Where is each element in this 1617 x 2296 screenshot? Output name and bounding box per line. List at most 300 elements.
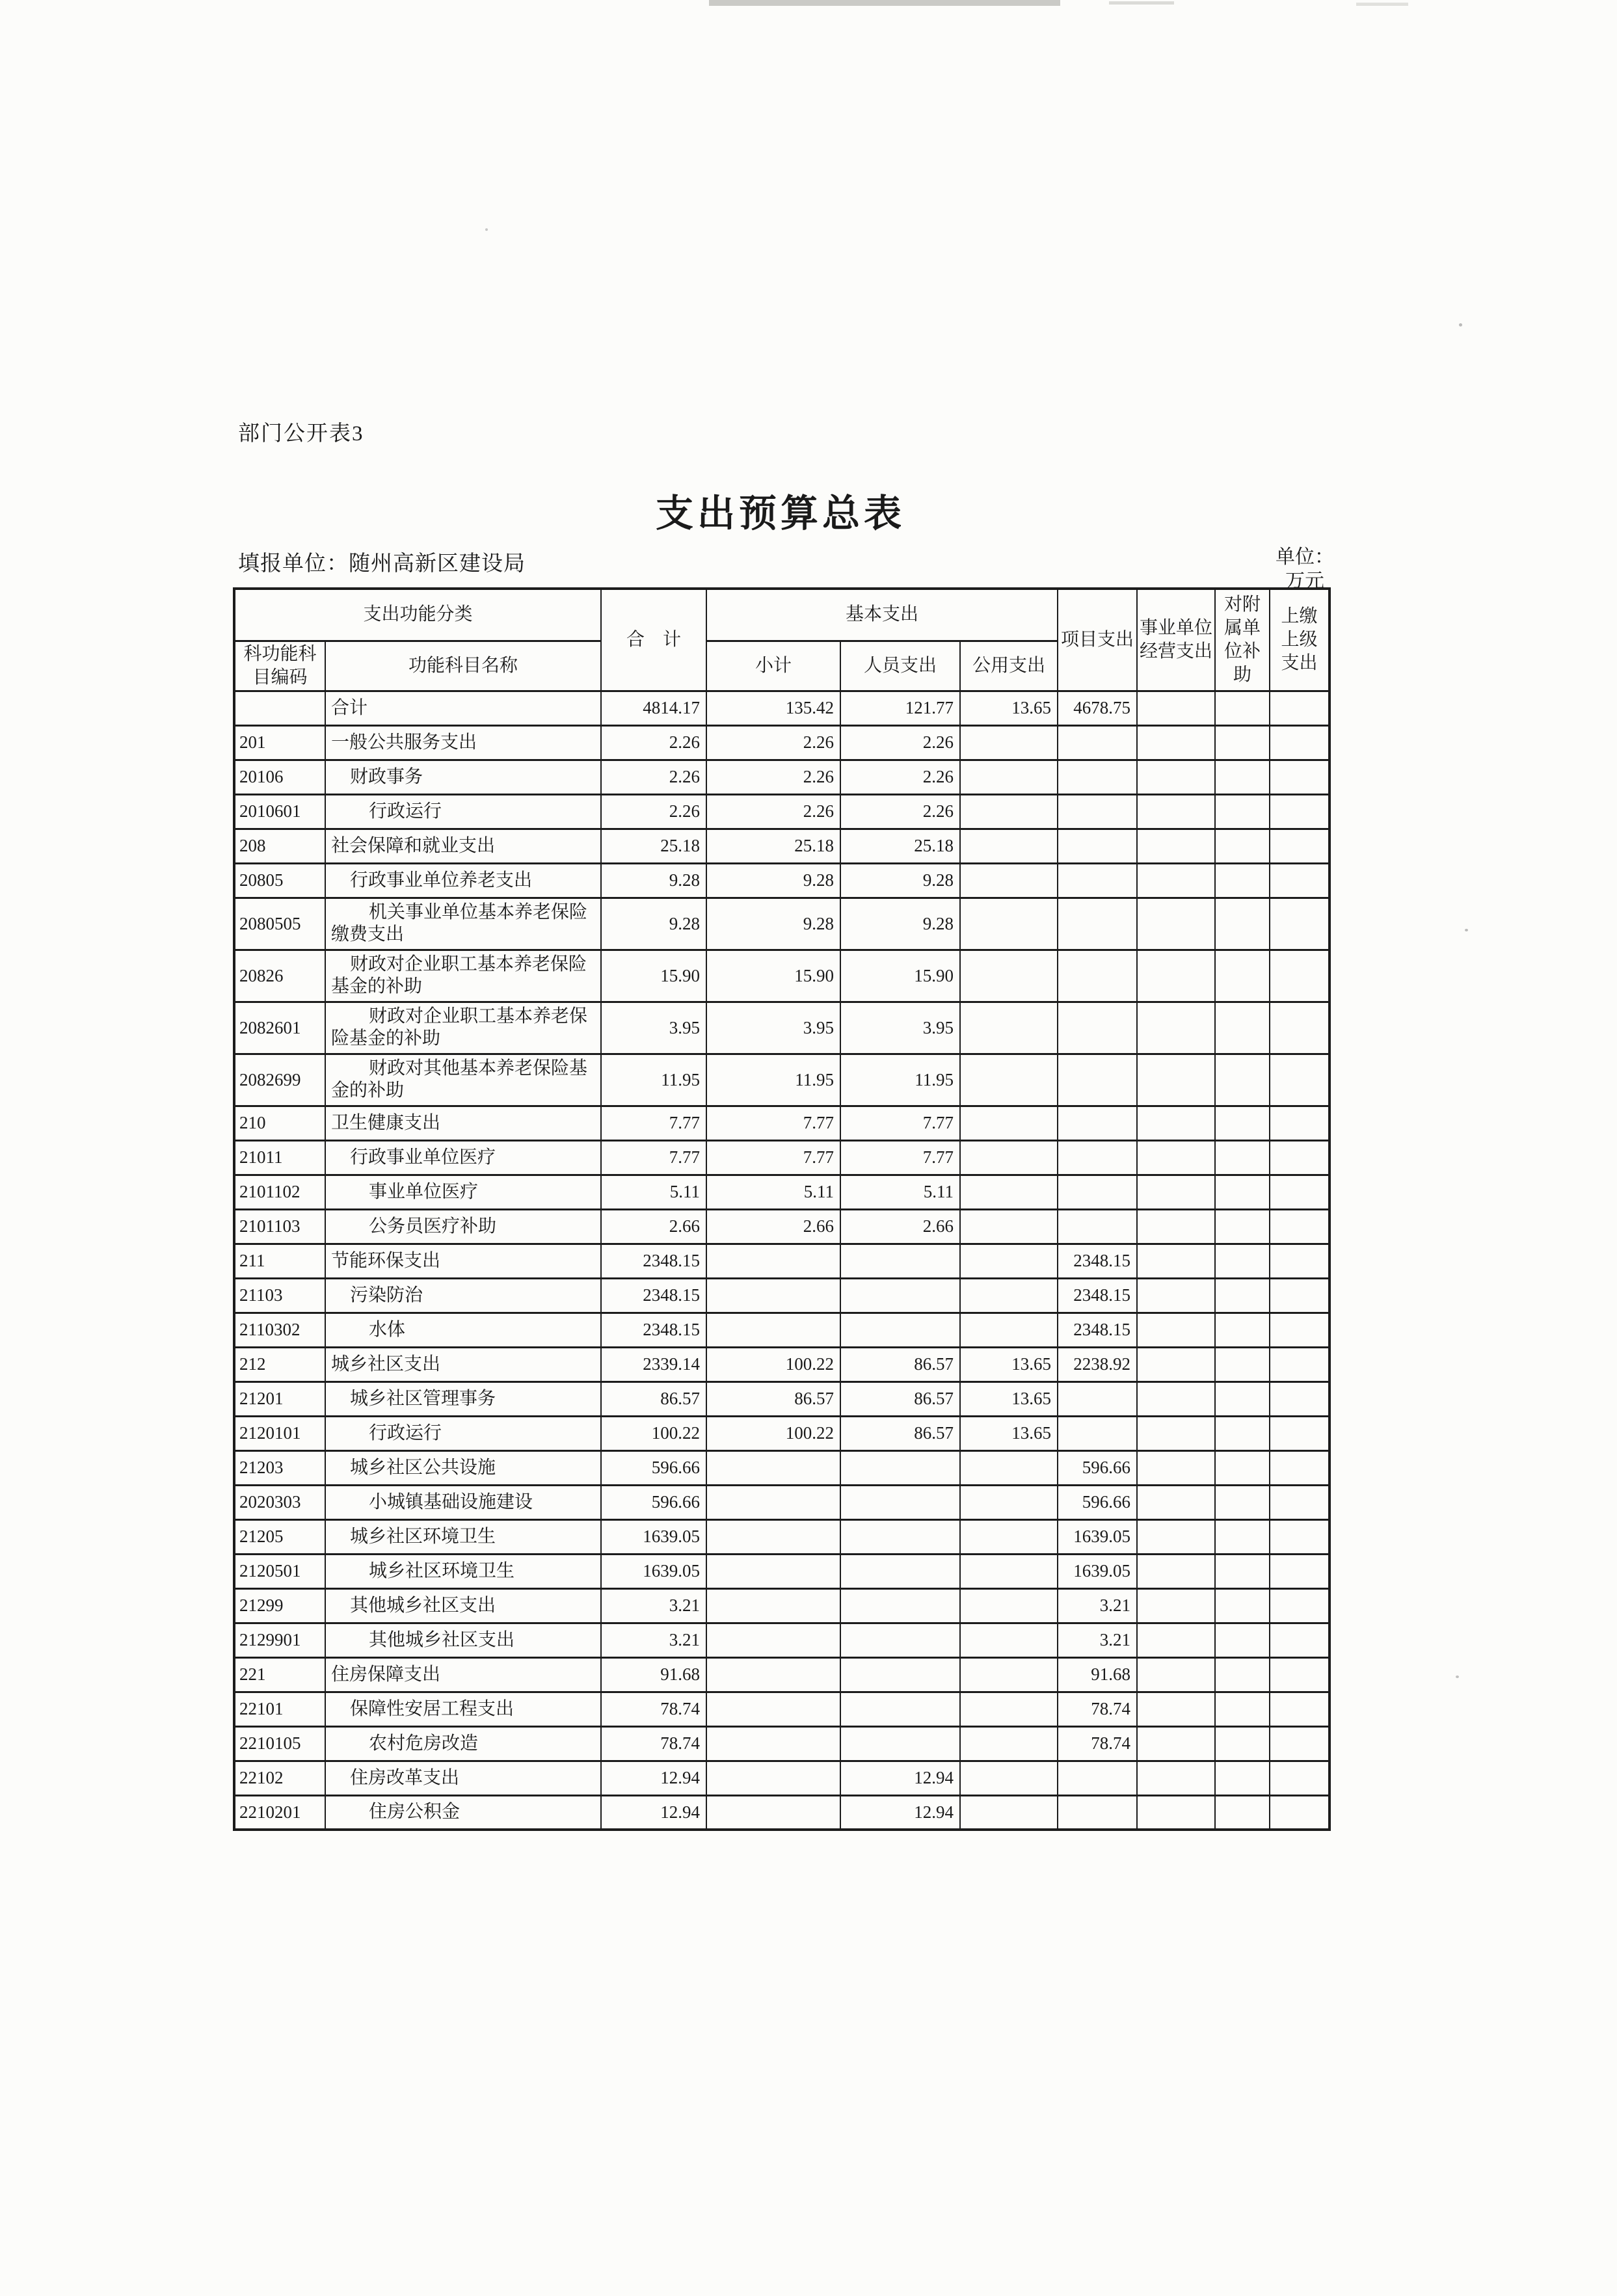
cell-subtotal: 25.18 [706,829,840,863]
cell-project: 4678.75 [1058,691,1137,725]
cell-project [1058,950,1137,1002]
cell-subtotal: 100.22 [706,1347,840,1382]
cell-project: 2348.15 [1058,1278,1137,1313]
cell-subsidy [1215,1382,1270,1416]
cell-name: 住房改革支出 [325,1761,601,1795]
cell-subtotal: 2.26 [706,794,840,829]
cell-operating [1137,1209,1215,1244]
cell-total: 2348.15 [601,1278,706,1313]
cell-name: 水体 [325,1313,601,1347]
cell-project [1058,1140,1137,1175]
cell-name: 节能环保支出 [325,1244,601,1278]
scan-artifact [1356,3,1408,6]
cell-subsidy [1215,691,1270,725]
cell-personnel: 9.28 [840,898,960,950]
cell-total: 12.94 [601,1795,706,1830]
cell-remit [1270,829,1330,863]
cell-subtotal [706,1450,840,1485]
cell-project: 596.66 [1058,1450,1137,1485]
cell-code: 2101102 [234,1175,325,1209]
cell-public [960,1692,1058,1726]
cell-subtotal [706,1588,840,1623]
scan-artifact [1109,1,1174,5]
cell-subtotal [706,1485,840,1519]
cell-operating [1137,1175,1215,1209]
cell-project: 2238.92 [1058,1347,1137,1382]
cell-code: 210 [234,1106,325,1140]
cell-project: 78.74 [1058,1692,1137,1726]
cell-project: 2348.15 [1058,1313,1137,1347]
table-row [234,1795,1330,1830]
cell-subsidy [1215,1313,1270,1347]
scan-speck [1465,929,1468,931]
cell-name: 卫生健康支出 [325,1106,601,1140]
cell-personnel: 15.90 [840,950,960,1002]
cell-personnel: 2.26 [840,725,960,760]
cell-project [1058,898,1137,950]
cell-subsidy [1215,794,1270,829]
table-row [234,863,1330,898]
cell-name: 城乡社区管理事务 [325,1382,601,1416]
cell-public [960,1657,1058,1692]
cell-subsidy [1215,1588,1270,1623]
cell-public [960,1726,1058,1761]
cell-name: 行政运行 [325,794,601,829]
cell-public: 13.65 [960,1416,1058,1450]
cell-total: 9.28 [601,898,706,950]
cell-subtotal: 11.95 [706,1054,840,1106]
cell-project [1058,1175,1137,1209]
cell-operating [1137,898,1215,950]
cell-name: 保障性安居工程支出 [325,1692,601,1726]
cell-name: 社会保障和就业支出 [325,829,601,863]
cell-subtotal [706,1623,840,1657]
col-header-func-class: 支出功能分类 [234,589,601,641]
cell-personnel: 86.57 [840,1347,960,1382]
cell-personnel: 7.77 [840,1140,960,1175]
cell-total: 9.28 [601,863,706,898]
table-row [234,898,1330,950]
cell-remit [1270,1692,1330,1726]
cell-project [1058,725,1137,760]
cell-subsidy [1215,1726,1270,1761]
col-header-public: 公用支出 [960,641,1058,691]
cell-total: 91.68 [601,1657,706,1692]
table-row [234,1106,1330,1140]
table-row [234,1588,1330,1623]
cell-remit [1270,691,1330,725]
cell-operating [1137,1623,1215,1657]
table-row [234,1519,1330,1554]
cell-project [1058,1106,1137,1140]
cell-operating [1137,863,1215,898]
cell-code: 2080505 [234,898,325,950]
cell-operating [1137,1054,1215,1106]
table-row [234,1382,1330,1416]
cell-total: 1639.05 [601,1554,706,1588]
cell-subtotal: 5.11 [706,1175,840,1209]
cell-public [960,1140,1058,1175]
cell-remit [1270,1485,1330,1519]
cell-code: 201 [234,725,325,760]
cell-code: 2082699 [234,1054,325,1106]
cell-code: 22101 [234,1692,325,1726]
table-row [234,1244,1330,1278]
cell-subsidy [1215,829,1270,863]
cell-remit [1270,760,1330,794]
cell-personnel: 12.94 [840,1761,960,1795]
col-header-subsidy: 对附属单位补助 [1215,589,1270,691]
cell-subtotal: 135.42 [706,691,840,725]
cell-total: 7.77 [601,1106,706,1140]
cell-personnel: 2.26 [840,760,960,794]
cell-name: 城乡社区环境卫生 [325,1554,601,1588]
cell-subtotal [706,1657,840,1692]
cell-operating [1137,1416,1215,1450]
cell-personnel: 7.77 [840,1106,960,1140]
table-wrap [233,587,1331,1831]
cell-personnel [840,1519,960,1554]
cell-remit [1270,794,1330,829]
cell-subsidy [1215,1054,1270,1106]
unit-note-line2: 万元 [1285,570,1324,592]
cell-personnel: 2.26 [840,794,960,829]
cell-operating [1137,1554,1215,1588]
doc-label: 部门公开表3 [238,422,364,446]
cell-total: 596.66 [601,1485,706,1519]
cell-total: 2339.14 [601,1347,706,1382]
cell-code: 20805 [234,863,325,898]
cell-subsidy [1215,1657,1270,1692]
cell-name: 小城镇基础设施建设 [325,1485,601,1519]
cell-remit [1270,725,1330,760]
cell-operating [1137,1106,1215,1140]
table-row [234,1347,1330,1382]
cell-code: 21203 [234,1450,325,1485]
cell-public [960,1795,1058,1830]
cell-subtotal [706,1244,840,1278]
cell-total: 3.21 [601,1623,706,1657]
cell-subsidy [1215,760,1270,794]
cell-operating [1137,1382,1215,1416]
cell-subtotal: 9.28 [706,898,840,950]
cell-operating [1137,725,1215,760]
table-body [234,691,1330,1830]
cell-code [234,691,325,725]
cell-operating [1137,1244,1215,1278]
cell-remit [1270,1140,1330,1175]
cell-public: 13.65 [960,691,1058,725]
cell-remit [1270,1054,1330,1106]
cell-total: 3.95 [601,1002,706,1054]
cell-subsidy [1215,1623,1270,1657]
cell-operating [1137,1002,1215,1054]
col-header-operating: 事业单位经营支出 [1137,589,1215,691]
cell-public: 13.65 [960,1382,1058,1416]
cell-project [1058,1795,1137,1830]
cell-public [960,1209,1058,1244]
cell-subtotal: 15.90 [706,950,840,1002]
cell-operating [1137,1450,1215,1485]
cell-personnel [840,1244,960,1278]
cell-remit [1270,1588,1330,1623]
cell-code: 2120101 [234,1416,325,1450]
cell-subtotal [706,1726,840,1761]
cell-remit [1270,1278,1330,1313]
cell-project: 1639.05 [1058,1519,1137,1554]
cell-subsidy [1215,725,1270,760]
cell-subtotal [706,1278,840,1313]
cell-code: 211 [234,1244,325,1278]
cell-code: 21103 [234,1278,325,1313]
cell-personnel [840,1588,960,1623]
cell-name: 住房公积金 [325,1795,601,1830]
table-row [234,1657,1330,1692]
cell-project: 2348.15 [1058,1244,1137,1278]
cell-name: 财政对企业职工基本养老保险基金的补助 [325,1002,601,1054]
cell-total: 3.21 [601,1588,706,1623]
cell-subsidy [1215,1175,1270,1209]
cell-name: 城乡社区公共设施 [325,1450,601,1485]
cell-code: 2082601 [234,1002,325,1054]
cell-remit [1270,898,1330,950]
cell-remit [1270,1761,1330,1795]
cell-name: 行政运行 [325,1416,601,1450]
cell-subsidy [1215,1554,1270,1588]
table-row [234,794,1330,829]
cell-subsidy [1215,1002,1270,1054]
cell-total: 2348.15 [601,1313,706,1347]
cell-remit [1270,1519,1330,1554]
cell-subsidy [1215,1106,1270,1140]
col-header-total: 合 计 [601,589,706,691]
cell-personnel [840,1726,960,1761]
cell-public [960,725,1058,760]
cell-remit [1270,1416,1330,1450]
cell-name: 行政事业单位养老支出 [325,863,601,898]
cell-operating [1137,691,1215,725]
cell-name: 其他城乡社区支出 [325,1623,601,1657]
table-row [234,1450,1330,1485]
table-row [234,1002,1330,1054]
cell-operating [1137,1692,1215,1726]
cell-total: 4814.17 [601,691,706,725]
cell-public [960,1623,1058,1657]
cell-public: 13.65 [960,1347,1058,1382]
scan-speck [1459,323,1462,327]
table-row [234,1761,1330,1795]
cell-project: 596.66 [1058,1485,1137,1519]
cell-total: 2348.15 [601,1244,706,1278]
col-header-project: 项目支出 [1058,589,1137,691]
cell-operating [1137,1347,1215,1382]
cell-public [960,1761,1058,1795]
cell-remit [1270,1244,1330,1278]
cell-total: 5.11 [601,1175,706,1209]
cell-subsidy [1215,1416,1270,1450]
cell-remit [1270,1175,1330,1209]
cell-code: 21201 [234,1382,325,1416]
cell-public [960,829,1058,863]
cell-subsidy [1215,1519,1270,1554]
cell-operating [1137,794,1215,829]
cell-operating [1137,829,1215,863]
cell-remit [1270,1450,1330,1485]
cell-total: 2.66 [601,1209,706,1244]
cell-subtotal: 2.26 [706,760,840,794]
cell-remit [1270,1382,1330,1416]
cell-subsidy [1215,1209,1270,1244]
cell-subsidy [1215,1450,1270,1485]
cell-name: 农村危房改造 [325,1726,601,1761]
cell-remit [1270,863,1330,898]
cell-personnel [840,1554,960,1588]
cell-code: 20106 [234,760,325,794]
report-unit-label: 填报单位：随州高新区建设局 [238,552,526,576]
cell-code: 2101103 [234,1209,325,1244]
cell-subtotal: 86.57 [706,1382,840,1416]
cell-code: 2120501 [234,1554,325,1588]
table-row [234,1623,1330,1657]
cell-public [960,760,1058,794]
cell-public [960,1450,1058,1485]
table-row [234,1554,1330,1588]
cell-operating [1137,1726,1215,1761]
table-row [234,725,1330,760]
cell-public [960,1002,1058,1054]
cell-operating [1137,1795,1215,1830]
cell-total: 15.90 [601,950,706,1002]
cell-public [960,863,1058,898]
cell-project [1058,1209,1137,1244]
col-header-remit: 上缴上级支出 [1270,589,1330,691]
cell-subtotal [706,1519,840,1554]
cell-project: 91.68 [1058,1657,1137,1692]
cell-subtotal [706,1692,840,1726]
cell-personnel [840,1623,960,1657]
cell-public [960,1278,1058,1313]
cell-subtotal: 7.77 [706,1140,840,1175]
cell-remit [1270,1726,1330,1761]
cell-project [1058,794,1137,829]
col-header-basic: 基本支出 [706,589,1058,641]
cell-code: 2020303 [234,1485,325,1519]
cell-operating [1137,1588,1215,1623]
col-header-subtotal: 小计 [706,641,840,691]
cell-subtotal: 2.26 [706,725,840,760]
cell-remit [1270,1657,1330,1692]
cell-public [960,1106,1058,1140]
cell-subsidy [1215,1795,1270,1830]
cell-subsidy [1215,1485,1270,1519]
cell-remit [1270,1106,1330,1140]
table-row [234,1054,1330,1106]
scan-artifact [709,0,1060,6]
cell-public [960,1519,1058,1554]
cell-code: 21205 [234,1519,325,1554]
table-row [234,1175,1330,1209]
cell-total: 2.26 [601,725,706,760]
cell-subtotal [706,1795,840,1830]
cell-subtotal [706,1313,840,1347]
cell-personnel [840,1657,960,1692]
cell-total: 78.74 [601,1692,706,1726]
cell-public [960,950,1058,1002]
cell-subsidy [1215,863,1270,898]
cell-project [1058,863,1137,898]
cell-total: 2.26 [601,760,706,794]
cell-personnel [840,1278,960,1313]
cell-total: 2.26 [601,794,706,829]
cell-name: 财政对企业职工基本养老保险基金的补助 [325,950,601,1002]
cell-personnel: 25.18 [840,829,960,863]
cell-operating [1137,1140,1215,1175]
table-row [234,1726,1330,1761]
cell-public [960,1588,1058,1623]
cell-personnel [840,1313,960,1347]
cell-subtotal: 7.77 [706,1106,840,1140]
cell-code: 21299 [234,1588,325,1623]
cell-name: 公务员医疗补助 [325,1209,601,1244]
cell-personnel: 11.95 [840,1054,960,1106]
cell-name: 财政事务 [325,760,601,794]
unit-note-line1: 单位： [1276,546,1334,568]
cell-personnel [840,1692,960,1726]
cell-code: 208 [234,829,325,863]
cell-remit [1270,1554,1330,1588]
cell-code: 2129901 [234,1623,325,1657]
cell-operating [1137,1657,1215,1692]
cell-name: 城乡社区环境卫生 [325,1519,601,1554]
cell-name: 财政对其他基本养老保险基金的补助 [325,1054,601,1106]
cell-project: 1639.05 [1058,1554,1137,1588]
cell-project: 3.21 [1058,1588,1137,1623]
cell-name: 行政事业单位医疗 [325,1140,601,1175]
cell-subsidy [1215,1140,1270,1175]
cell-public [960,1313,1058,1347]
col-header-personnel: 人员支出 [840,641,960,691]
table-row [234,829,1330,863]
cell-code: 2110302 [234,1313,325,1347]
cell-public [960,1244,1058,1278]
page-title: 支出预算总表 [655,492,905,535]
cell-subsidy [1215,1244,1270,1278]
cell-project: 78.74 [1058,1726,1137,1761]
table-row [234,1140,1330,1175]
cell-personnel: 12.94 [840,1795,960,1830]
cell-operating [1137,1519,1215,1554]
cell-code: 21011 [234,1140,325,1175]
cell-remit [1270,1347,1330,1382]
cell-operating [1137,1313,1215,1347]
cell-project [1058,829,1137,863]
budget-table [233,587,1331,1831]
cell-name: 污染防治 [325,1278,601,1313]
cell-name: 其他城乡社区支出 [325,1588,601,1623]
cell-total: 11.95 [601,1054,706,1106]
cell-subsidy [1215,1761,1270,1795]
cell-total: 86.57 [601,1382,706,1416]
cell-public [960,794,1058,829]
cell-remit [1270,1002,1330,1054]
cell-personnel: 5.11 [840,1175,960,1209]
table-row [234,950,1330,1002]
cell-total: 596.66 [601,1450,706,1485]
cell-code: 221 [234,1657,325,1692]
cell-name: 机关事业单位基本养老保险缴费支出 [325,898,601,950]
cell-personnel [840,1450,960,1485]
cell-public [960,898,1058,950]
